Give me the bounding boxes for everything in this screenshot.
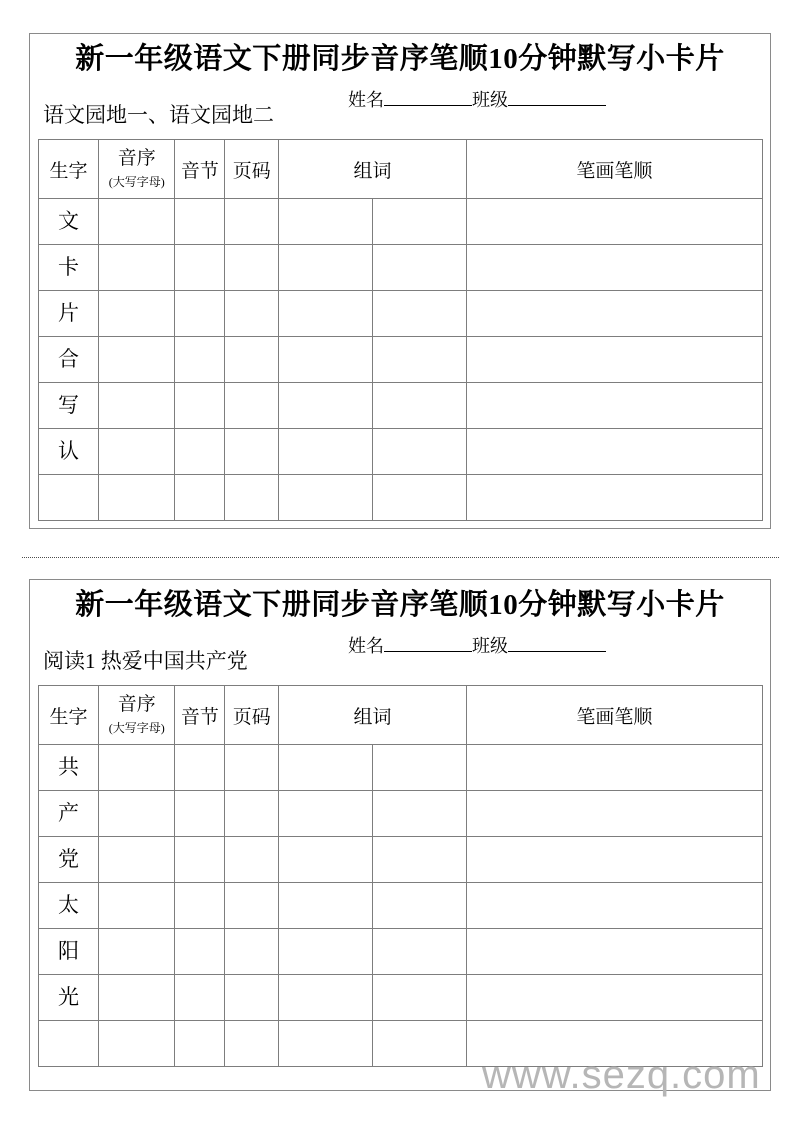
header-phonetic-order-note: (大写字母) bbox=[108, 175, 165, 190]
cell-phonetic-order[interactable] bbox=[99, 245, 175, 291]
cell-page-number[interactable] bbox=[225, 245, 279, 291]
table-row bbox=[39, 291, 763, 337]
header-stroke-order-label: 笔画笔顺 bbox=[576, 706, 653, 728]
cell-word-formation-b[interactable] bbox=[372, 337, 466, 383]
header-cell-word-formation bbox=[279, 140, 466, 199]
table-row bbox=[39, 429, 763, 475]
cell-word-formation-b[interactable] bbox=[372, 475, 466, 521]
header-syllable-label: 音节 bbox=[180, 706, 219, 728]
header-phonetic-order-stack bbox=[99, 695, 174, 735]
card-2-header-row bbox=[39, 686, 763, 745]
table-row bbox=[39, 745, 763, 791]
cell-page-number[interactable] bbox=[225, 883, 279, 929]
cell-stroke-order[interactable] bbox=[466, 199, 762, 245]
header-char-label: 生字 bbox=[49, 706, 88, 728]
cell-word-formation-b[interactable] bbox=[372, 1021, 466, 1067]
header-cell-stroke-order bbox=[466, 686, 762, 745]
cell-word-formation-b[interactable] bbox=[372, 837, 466, 883]
cell-word-formation-a[interactable] bbox=[279, 291, 373, 337]
cell-phonetic-order[interactable] bbox=[99, 199, 175, 245]
cell-phonetic-order[interactable] bbox=[99, 929, 175, 975]
cell-phonetic-order[interactable] bbox=[99, 745, 175, 791]
cell-word-formation-a[interactable] bbox=[279, 837, 373, 883]
cell-page-number[interactable] bbox=[225, 791, 279, 837]
site-watermark: www.sezq.com bbox=[482, 1053, 761, 1097]
header-cell-phonetic-order bbox=[99, 140, 175, 199]
cell-page-number[interactable] bbox=[225, 337, 279, 383]
cell-syllable[interactable] bbox=[175, 1021, 225, 1067]
cell-page-number[interactable] bbox=[225, 929, 279, 975]
header-page-number-label: 页码 bbox=[232, 160, 271, 182]
card-2-lesson-label: 阅读1 热爱中国共产党 bbox=[43, 649, 248, 673]
cell-word-formation-a[interactable] bbox=[279, 929, 373, 975]
cell-page-number[interactable] bbox=[225, 199, 279, 245]
cell-page-number[interactable] bbox=[225, 429, 279, 475]
card-2-table-head bbox=[39, 686, 763, 745]
cell-word-formation-b[interactable] bbox=[372, 745, 466, 791]
cell-char: 卡 bbox=[39, 245, 99, 291]
header-phonetic-order-label: 音序 bbox=[117, 148, 156, 170]
cell-word-formation-a[interactable] bbox=[279, 337, 373, 383]
cell-char: 合 bbox=[39, 337, 99, 383]
cell-char: 产 bbox=[39, 791, 99, 837]
cell-char: 党 bbox=[39, 837, 99, 883]
cell-word-formation-b[interactable] bbox=[372, 883, 466, 929]
cell-word-formation-b[interactable] bbox=[372, 791, 466, 837]
header-phonetic-order-label: 音序 bbox=[117, 694, 156, 716]
card-2-subtitle-row bbox=[30, 632, 770, 676]
header-cell-char bbox=[39, 140, 99, 199]
card-2-name-label: 姓名 bbox=[348, 636, 384, 656]
cell-word-formation-a[interactable] bbox=[279, 883, 373, 929]
card-2-inner bbox=[30, 580, 770, 1090]
card-1-inner bbox=[30, 34, 770, 528]
cell-stroke-order[interactable] bbox=[466, 291, 762, 337]
cell-page-number[interactable] bbox=[225, 745, 279, 791]
cell-word-formation-b[interactable] bbox=[372, 199, 466, 245]
cell-syllable[interactable] bbox=[175, 883, 225, 929]
card-1-class-label: 班级 bbox=[472, 90, 508, 110]
card-1-name-input-rule[interactable] bbox=[384, 90, 472, 106]
table-row bbox=[39, 975, 763, 1021]
cell-syllable[interactable] bbox=[175, 929, 225, 975]
card-1-table bbox=[38, 139, 763, 521]
cell-stroke-order[interactable] bbox=[466, 1021, 762, 1067]
cell-word-formation-b[interactable] bbox=[372, 975, 466, 1021]
table-row bbox=[39, 929, 763, 975]
cell-stroke-order[interactable] bbox=[466, 837, 762, 883]
cell-word-formation-a[interactable] bbox=[279, 475, 373, 521]
header-cell-syllable bbox=[175, 140, 225, 199]
cell-char: 片 bbox=[39, 291, 99, 337]
cell-page-number[interactable] bbox=[225, 291, 279, 337]
card-2-class-fillin bbox=[472, 636, 606, 656]
cell-word-formation-a[interactable] bbox=[279, 791, 373, 837]
cell-stroke-order[interactable] bbox=[466, 975, 762, 1021]
cell-page-number[interactable] bbox=[225, 475, 279, 521]
header-phonetic-order-stack bbox=[99, 149, 174, 189]
cell-stroke-order[interactable] bbox=[466, 883, 762, 929]
table-row bbox=[39, 245, 763, 291]
cell-phonetic-order[interactable] bbox=[99, 791, 175, 837]
card-2-name-input-rule[interactable] bbox=[384, 636, 472, 652]
cell-word-formation-b[interactable] bbox=[372, 245, 466, 291]
cell-stroke-order[interactable] bbox=[466, 245, 762, 291]
cell-syllable[interactable] bbox=[175, 429, 225, 475]
cell-page-number[interactable] bbox=[225, 383, 279, 429]
cell-stroke-order[interactable] bbox=[466, 791, 762, 837]
cell-page-number[interactable] bbox=[225, 975, 279, 1021]
cell-phonetic-order[interactable] bbox=[99, 1021, 175, 1067]
header-word-formation-label: 组词 bbox=[353, 706, 392, 728]
table-row bbox=[39, 837, 763, 883]
cell-phonetic-order[interactable] bbox=[99, 337, 175, 383]
cell-word-formation-a[interactable] bbox=[279, 1021, 373, 1067]
cell-stroke-order[interactable] bbox=[466, 929, 762, 975]
cell-stroke-order[interactable] bbox=[466, 745, 762, 791]
card-1-table-head bbox=[39, 140, 763, 199]
cell-syllable[interactable] bbox=[175, 383, 225, 429]
cell-phonetic-order[interactable] bbox=[99, 883, 175, 929]
cell-char: 写 bbox=[39, 383, 99, 429]
header-cell-stroke-order bbox=[466, 140, 762, 199]
card-1-fillin-group bbox=[348, 88, 606, 112]
card-1-table-body bbox=[39, 199, 763, 521]
table-row bbox=[39, 1021, 763, 1067]
cell-page-number[interactable] bbox=[225, 1021, 279, 1067]
cell-phonetic-order[interactable] bbox=[99, 475, 175, 521]
worksheet-card-2 bbox=[29, 579, 771, 1091]
cell-word-formation-b[interactable] bbox=[372, 383, 466, 429]
card-2-title: 新一年级语文下册同步音序笔顺10分钟默写小卡片 bbox=[75, 589, 725, 621]
table-row bbox=[39, 199, 763, 245]
header-cell-page-number bbox=[225, 140, 279, 199]
card-2-name-fillin bbox=[348, 636, 472, 656]
cell-word-formation-a[interactable] bbox=[279, 745, 373, 791]
cell-phonetic-order[interactable] bbox=[99, 383, 175, 429]
header-word-formation-label: 组词 bbox=[353, 160, 392, 182]
cell-word-formation-b[interactable] bbox=[372, 291, 466, 337]
card-1-class-input-rule[interactable] bbox=[508, 90, 606, 106]
card-2-table-body bbox=[39, 745, 763, 1067]
cell-stroke-order[interactable] bbox=[466, 475, 762, 521]
cell-syllable[interactable] bbox=[175, 745, 225, 791]
cell-stroke-order[interactable] bbox=[466, 337, 762, 383]
cell-word-formation-a[interactable] bbox=[279, 429, 373, 475]
cell-page-number[interactable] bbox=[225, 837, 279, 883]
header-cell-phonetic-order bbox=[99, 686, 175, 745]
table-row bbox=[39, 791, 763, 837]
cell-phonetic-order[interactable] bbox=[99, 837, 175, 883]
header-cell-word-formation bbox=[279, 686, 466, 745]
cell-syllable[interactable] bbox=[175, 475, 225, 521]
card-1-title: 新一年级语文下册同步音序笔顺10分钟默写小卡片 bbox=[75, 43, 725, 75]
header-cell-page-number bbox=[225, 686, 279, 745]
cell-phonetic-order[interactable] bbox=[99, 975, 175, 1021]
cell-char bbox=[39, 475, 99, 521]
worksheet-card-1 bbox=[29, 33, 771, 529]
cell-phonetic-order[interactable] bbox=[99, 429, 175, 475]
header-cell-syllable bbox=[175, 686, 225, 745]
card-2-class-input-rule[interactable] bbox=[508, 636, 606, 652]
cell-syllable[interactable] bbox=[175, 245, 225, 291]
cell-char: 文 bbox=[39, 199, 99, 245]
cell-word-formation-a[interactable] bbox=[279, 975, 373, 1021]
card-1-class-fillin bbox=[472, 90, 606, 110]
header-char-label: 生字 bbox=[49, 160, 88, 182]
card-2-table bbox=[38, 685, 763, 1067]
card-1-name-fillin bbox=[348, 90, 472, 110]
cell-char bbox=[39, 1021, 99, 1067]
card-1-header-row bbox=[39, 140, 763, 199]
header-cell-char bbox=[39, 686, 99, 745]
card-1-name-label: 姓名 bbox=[348, 90, 384, 110]
cell-char: 共 bbox=[39, 745, 99, 791]
header-page-number-label: 页码 bbox=[232, 706, 271, 728]
table-row bbox=[39, 475, 763, 521]
cell-word-formation-a[interactable] bbox=[279, 383, 373, 429]
cell-char: 阳 bbox=[39, 929, 99, 975]
cell-phonetic-order[interactable] bbox=[99, 291, 175, 337]
table-row bbox=[39, 383, 763, 429]
cell-syllable[interactable] bbox=[175, 791, 225, 837]
card-1-lesson-label: 语文园地一、语文园地二 bbox=[43, 103, 274, 127]
cell-syllable[interactable] bbox=[175, 199, 225, 245]
cell-syllable[interactable] bbox=[175, 337, 225, 383]
header-syllable-label: 音节 bbox=[180, 160, 219, 182]
table-row bbox=[39, 883, 763, 929]
cell-char: 太 bbox=[39, 883, 99, 929]
card-2-fillin-group bbox=[348, 634, 606, 658]
cell-word-formation-b[interactable] bbox=[372, 929, 466, 975]
cell-word-formation-b[interactable] bbox=[372, 429, 466, 475]
cut-separator-line bbox=[22, 557, 779, 558]
cell-word-formation-a[interactable] bbox=[279, 245, 373, 291]
cell-stroke-order[interactable] bbox=[466, 429, 762, 475]
header-stroke-order-label: 笔画笔顺 bbox=[576, 160, 653, 182]
header-phonetic-order-note: (大写字母) bbox=[108, 721, 165, 736]
cell-stroke-order[interactable] bbox=[466, 383, 762, 429]
card-1-subtitle-row bbox=[30, 86, 770, 130]
cell-char: 认 bbox=[39, 429, 99, 475]
cell-char: 光 bbox=[39, 975, 99, 1021]
table-row bbox=[39, 337, 763, 383]
cell-syllable[interactable] bbox=[175, 975, 225, 1021]
card-2-class-label: 班级 bbox=[472, 636, 508, 656]
cell-syllable[interactable] bbox=[175, 291, 225, 337]
cell-word-formation-a[interactable] bbox=[279, 199, 373, 245]
cell-syllable[interactable] bbox=[175, 837, 225, 883]
